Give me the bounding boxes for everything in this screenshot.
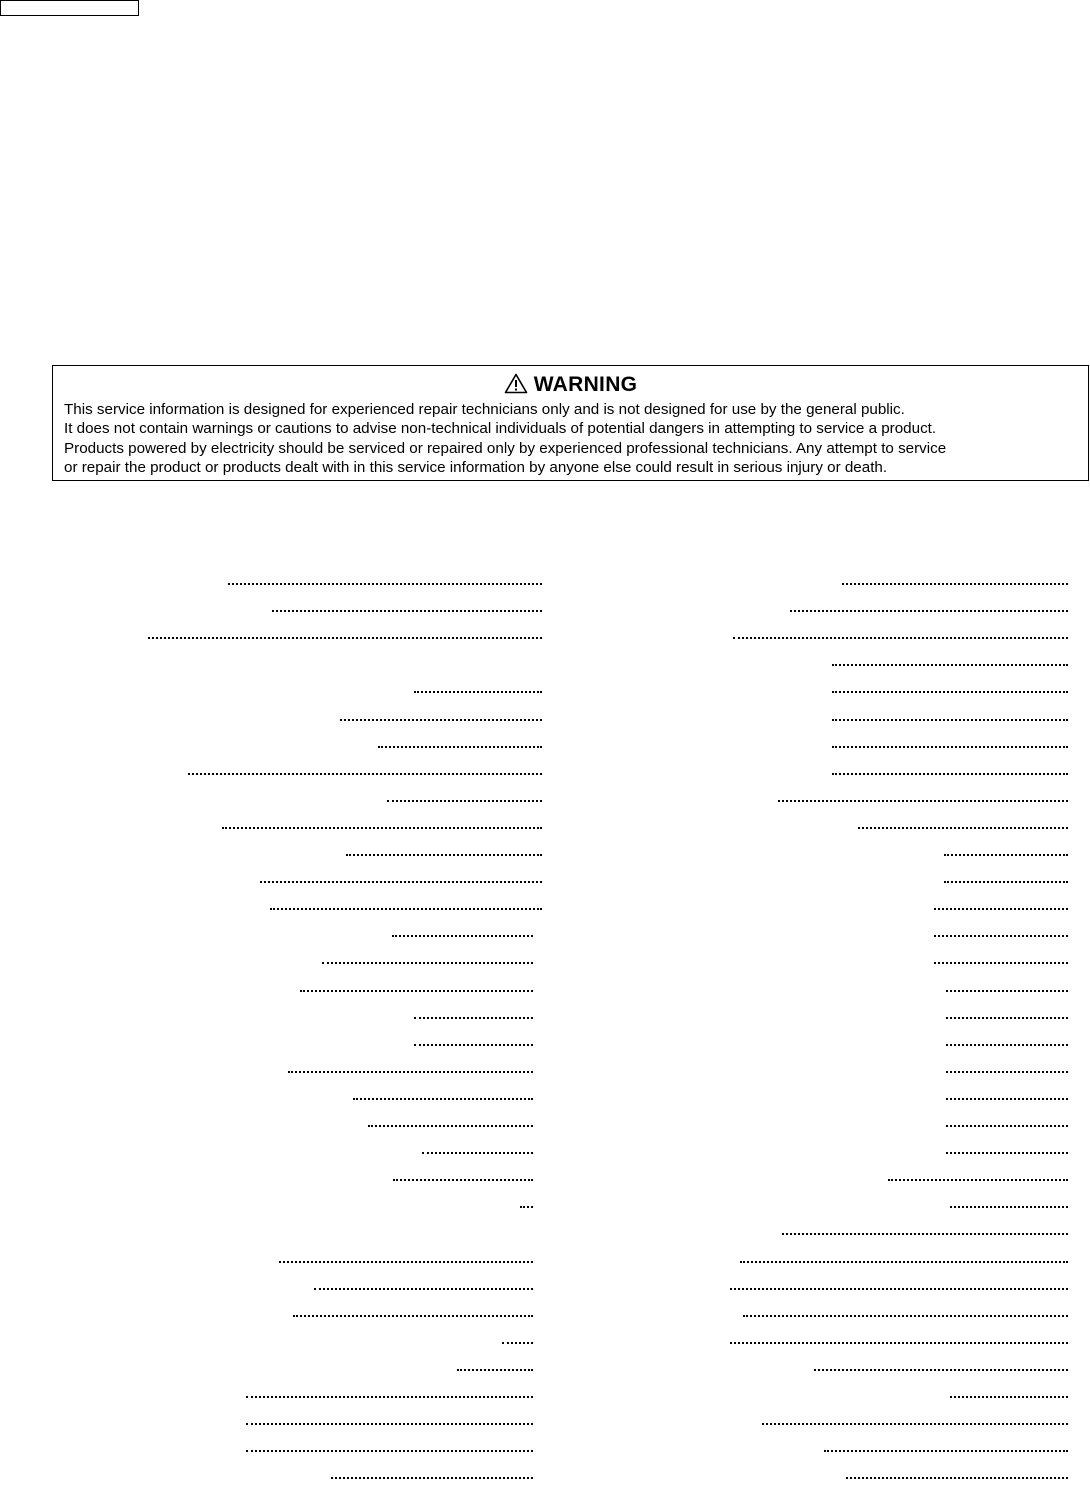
toc-leader-right	[858, 827, 1068, 829]
toc-leader-left	[414, 1044, 533, 1046]
warning-line-4: or repair the product or products dealt with in this service information by anyone else could result in serious injury or death.	[64, 459, 888, 477]
toc-leader-left	[222, 827, 542, 829]
toc-leader-left	[387, 800, 542, 802]
toc-leader-left	[300, 990, 533, 992]
toc-leader-right	[888, 1179, 1068, 1181]
toc-leader-left	[322, 962, 533, 964]
toc-leader-left	[502, 1342, 533, 1344]
toc-leader-right	[832, 746, 1068, 748]
warning-heading	[63, 370, 1078, 400]
toc-leader-left	[353, 1098, 533, 1100]
toc-leader-left	[393, 1179, 533, 1181]
toc-leader-right	[946, 1152, 1068, 1154]
toc-leader-right	[740, 1261, 1068, 1263]
toc-leader-left	[422, 1152, 533, 1154]
toc-leader-right	[944, 854, 1068, 856]
toc-leader-right	[824, 1450, 1068, 1452]
warning-box	[52, 365, 1089, 481]
warning-line-2: It does not contain warnings or cautions to advise non-technical individuals of potential dangers in attempting to service a product.	[64, 420, 937, 438]
toc-leader-right	[832, 664, 1068, 666]
toc-leader-left	[272, 610, 542, 612]
toc-leader-right	[814, 1369, 1068, 1371]
toc-leader-left	[246, 1423, 533, 1425]
toc-leader-right	[730, 1288, 1068, 1290]
toc-leader-left	[279, 1261, 533, 1263]
warning-line-3: Products powered by electricity should be serviced or repaired only by experienced professional technicians. Any attempt to service	[64, 439, 947, 457]
toc-leader-left	[314, 1288, 533, 1290]
toc-leader-right	[743, 1315, 1068, 1317]
toc-leader-right	[730, 1342, 1068, 1344]
toc-leader-right	[733, 637, 1068, 639]
toc-leader-right	[842, 583, 1068, 585]
toc-leader-right	[946, 990, 1068, 992]
toc-leader-right	[946, 1098, 1068, 1100]
toc-leader-left	[457, 1369, 533, 1371]
toc-leader-right	[832, 719, 1068, 721]
toc-leader-left	[228, 583, 542, 585]
toc-leader-right	[946, 1017, 1068, 1019]
toc-leader-right	[790, 610, 1068, 612]
toc-leader-left	[293, 1315, 533, 1317]
toc-leader-left	[331, 1477, 533, 1479]
header-tab-box	[0, 0, 139, 16]
toc-leader-right	[832, 691, 1068, 693]
toc-leader-left	[414, 691, 542, 693]
toc-leader-left	[378, 746, 542, 748]
toc-leader-right	[762, 1423, 1068, 1425]
toc-leader-right	[950, 1396, 1068, 1398]
toc-leader-right	[934, 962, 1068, 964]
toc-leader-right	[778, 800, 1068, 802]
toc-leader-left	[148, 637, 542, 639]
toc-leader-right	[946, 1044, 1068, 1046]
toc-leader-left	[392, 935, 533, 937]
toc-leader-left	[368, 1125, 533, 1127]
toc-leader-right	[934, 935, 1068, 937]
toc-leader-right	[832, 773, 1068, 775]
toc-leader-right	[782, 1233, 1068, 1235]
toc-leader-left	[340, 719, 542, 721]
toc-leader-right	[946, 1071, 1068, 1073]
toc-leader-left	[260, 881, 542, 883]
warning-title: WARNING	[533, 373, 638, 396]
toc-leader-right	[934, 908, 1068, 910]
toc-leader-left	[270, 908, 542, 910]
toc-leader-right	[944, 881, 1068, 883]
warning-line-1: This service information is designed for experienced repair technicians only and is not designed for use by the general public.	[64, 401, 905, 418]
toc-leader-left	[246, 1450, 533, 1452]
toc-leader-right	[950, 1206, 1068, 1208]
warning-triangle-icon	[504, 373, 534, 396]
toc-leader-left	[520, 1206, 533, 1208]
toc-leader-left	[346, 854, 542, 856]
toc-leader-right	[946, 1125, 1068, 1127]
toc-leader-left	[246, 1396, 533, 1398]
toc-leader-left	[188, 773, 542, 775]
toc-leader-right	[846, 1477, 1068, 1479]
toc-leader-left	[414, 1017, 533, 1019]
toc-leader-left	[288, 1071, 533, 1073]
